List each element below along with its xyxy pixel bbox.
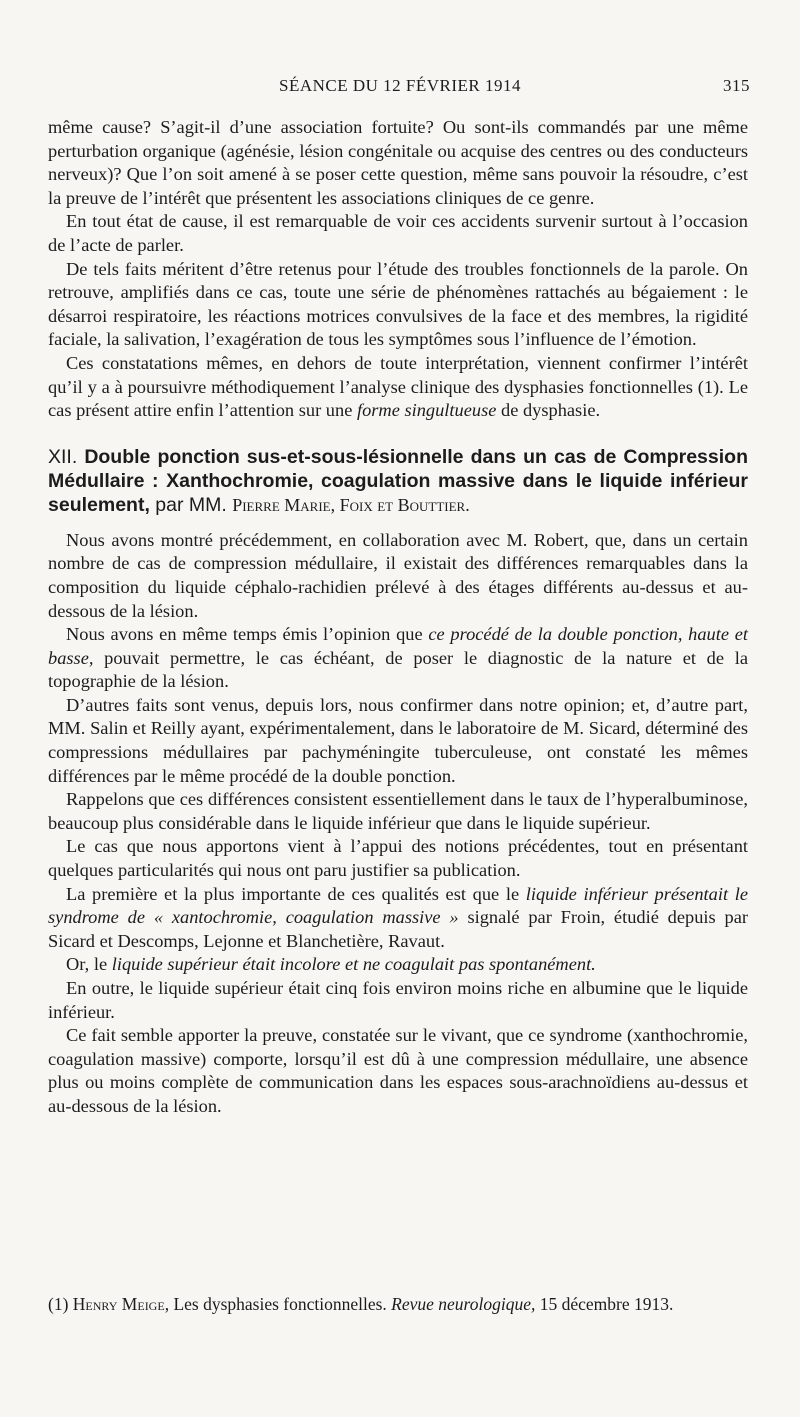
paragraph-9: Le cas que nous apportons vient à l’appui des notions précédentes, tout en présentant quelques particularités qui nous ont paru justifier sa publication.: [48, 836, 748, 881]
footnote-text: , Les dysphasies fonctionnelles.: [164, 1294, 392, 1314]
paragraph-3: De tels faits méritent d’être retenus pour l’étude des troubles fonctionnels de la parole. On retrouve, amplifiés dans ce cas, toute une série de phénomènes rattachés au bégaiement : le désarroi respiratoire, les réactions motrices convulsives de la face et des membres, la rigidité faciale, la salivation, l’exagération de tous les symptômes sous l’influence de l’émotion.: [48, 258, 748, 350]
page-number: 315: [723, 76, 750, 95]
footnote-date: 15 décembre 1913.: [535, 1294, 674, 1314]
section-authors: Pierre Marie, Foix et Bouttier.: [232, 494, 470, 515]
footnote-author: Henry Meige: [72, 1294, 165, 1314]
section-numeral: XII.: [48, 445, 78, 468]
paragraph-5: Nous avons montré précédemment, en collaboration avec M. Robert, que, dans un certain nombre de cas de compression médullaire, il existait des différences remarquables dans la composition du liquide céphalo-rachidien prélevé à des étages différents au-dessus et au-dessous de la lésion.: [48, 529, 748, 621]
footnote-marker: (1): [48, 1294, 69, 1314]
paragraph-10-start: La première et la plus importante de ces qualités est que le: [66, 883, 526, 904]
section-title: Double ponction sus-et-sous-lésionnelle dans un cas de Compression Médullaire : Xanthochromie, coagulation massive dans le liquide inférieur seulement,: [48, 445, 748, 516]
paragraph-11-emphasis: liquide supérieur était incolore et ne coagulait pas spontanément.: [111, 954, 596, 975]
paragraph-6: [48, 623, 748, 694]
running-head: [48, 76, 752, 100]
footnote: [48, 1293, 748, 1315]
paragraph-1: même cause? S’agit-il d’une association fortuite? Ou sont-ils commandés par une même perturbation organique (agénésie, lésion congénitale ou acquise des centres ou des conducteurs nerveux)? Que l’on soit amené à se poser cette question, même sans pouvoir la résoudre, c’est la preuve de l’intérêt que présentent les associations cliniques de ce genre.: [48, 117, 748, 208]
paragraph-10: [48, 883, 748, 954]
section-par: par MM.: [149, 493, 233, 516]
paragraph-4: [48, 352, 748, 423]
paragraph-4-emphasis: forme singultueuse: [356, 400, 497, 421]
paragraph-10-emphasis: liquide inférieur présentait le syndrome de « xantochromie, coagulation massive »: [48, 883, 748, 928]
footnote-journal: Revue neurologique,: [391, 1294, 536, 1314]
paragraph-6-start: Nous avons en même temps émis l’opinion que: [66, 624, 429, 645]
paragraph-6-emphasis: ce procédé de la double ponction, haute et basse,: [48, 624, 748, 668]
paragraph-4-text: Ces constatations mêmes, en dehors de toute interprétation, viennent confirmer l’intérêt qu’il y a à poursuivre méthodiquement l’analyse clinique des dysphasies fonctionnelles (1). Le cas présent attire enfin l’attention sur une: [48, 352, 748, 421]
paragraph-13: Ce fait semble apporter la preuve, constatée sur le vivant, que ce syndrome (xanthochromie, coagulation massive) comporte, lorsqu’il est dû à une compression médullaire, une absence plus ou moins complète de communication dans les espaces sous-arachnoïdiens au-dessus et au-dessous de la lésion.: [48, 1025, 748, 1116]
paragraph-6-end: pouvait permettre, le cas échéant, de poser le diagnostic de la nature et de la topographie de la lésion.: [48, 647, 748, 692]
paragraph-12: En outre, le liquide supérieur était cinq fois environ moins riche en albumine que le liquide inférieur.: [48, 978, 748, 1022]
paragraph-2: En tout état de cause, il est remarquable de voir ces accidents survenir surtout à l’occasion de l’acte de parler.: [48, 211, 748, 255]
section-heading: [48, 445, 748, 517]
running-head-title: SÉANCE DU 12 FÉVRIER 1914: [278, 76, 521, 95]
paragraph-4-end: de dysphasie.: [496, 400, 601, 421]
paragraph-7: D’autres faits sont venus, depuis lors, nous confirmer dans notre opinion; et, d’autre part, MM. Salin et Reilly ayant, expérimentalement, dans le laboratoire de M. Sicard, déterminé des compressions médullaires par pachyméningite tuberculeuse, ont constaté les mêmes différences par le même procédé de la double ponction.: [48, 694, 748, 786]
section-gap: [48, 423, 748, 445]
paragraph-11-start: Or, le: [66, 954, 112, 975]
paragraph-11: [48, 953, 748, 977]
page-body: [48, 116, 748, 1119]
paragraph-8: Rappelons que ces différences consistent essentiellement dans le taux de l’hyperalbuminose, beaucoup plus considérable dans le liquide inférieur que dans le liquide supérieur.: [48, 789, 748, 833]
paragraph-10-end: signalé par Froin, étudié depuis par Sicard et Descomps, Lejonne et Blanchetière, Ravaut.: [48, 907, 749, 951]
